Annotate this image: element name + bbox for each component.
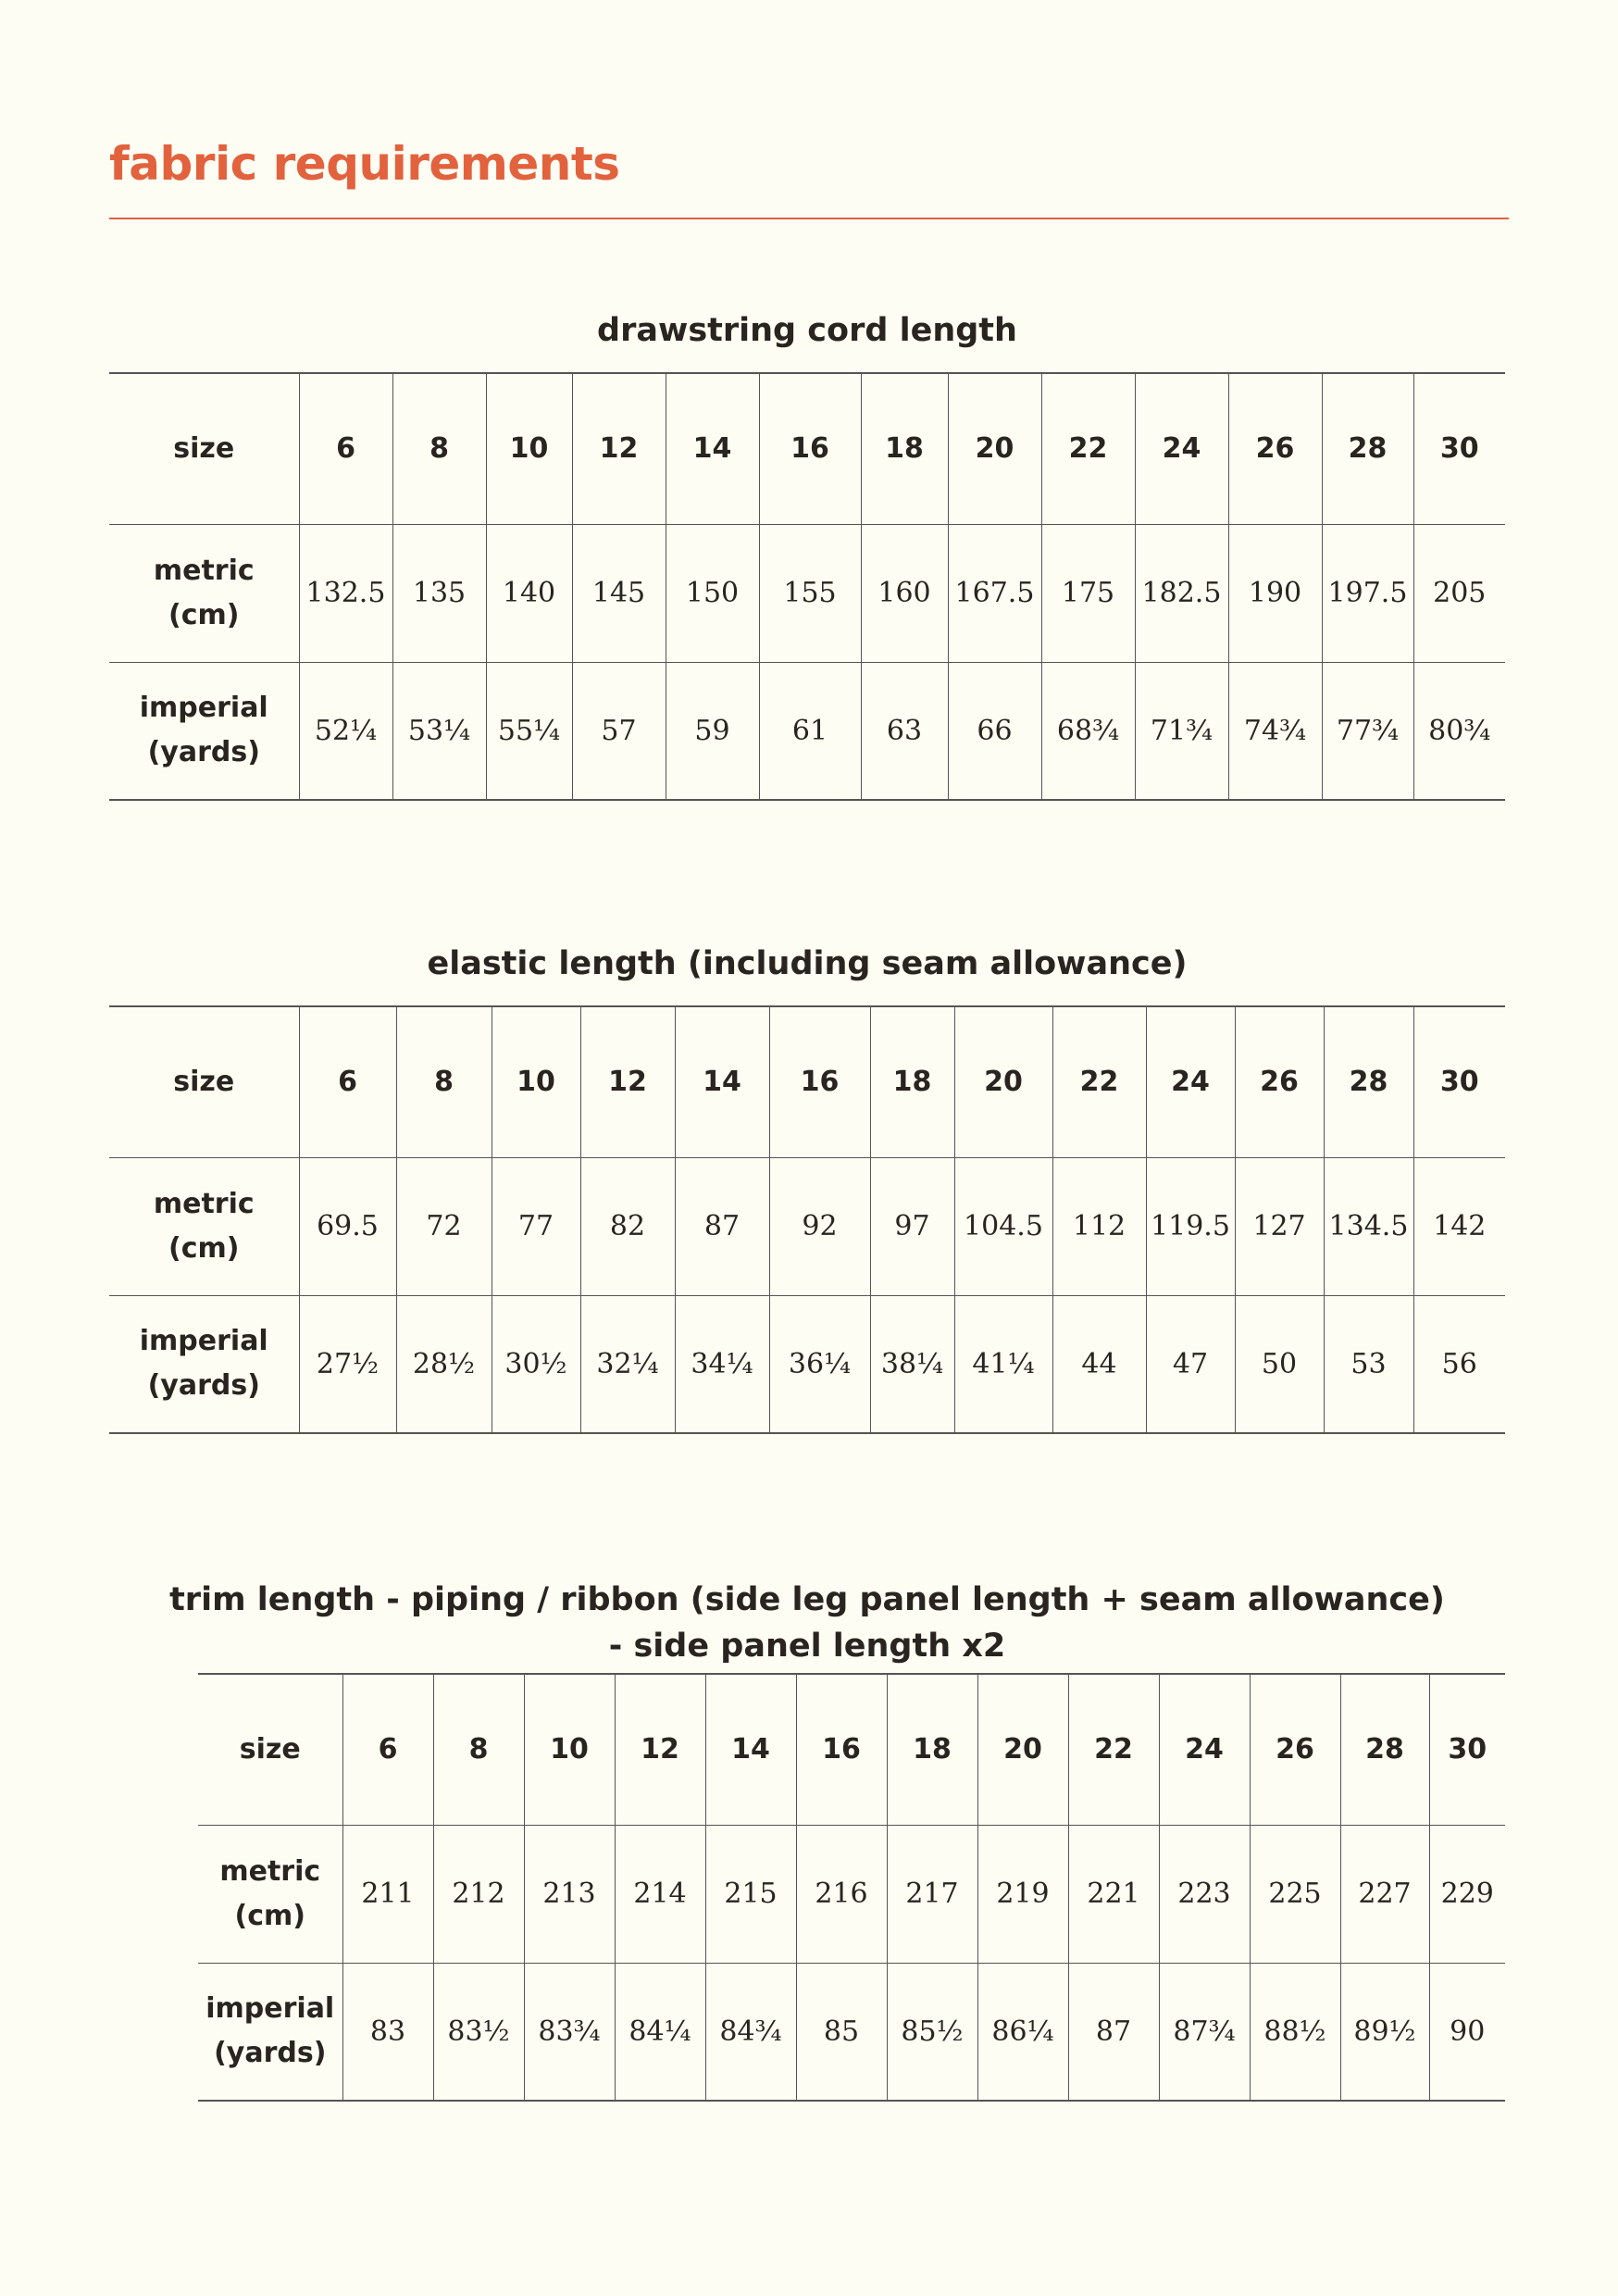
size-cell: 22 — [1052, 1006, 1146, 1157]
size-cell: 26 — [1235, 1006, 1324, 1157]
size-cell: 10 — [486, 373, 572, 524]
metric-cell: 225 — [1250, 1825, 1340, 1963]
metric-cell: 197.5 — [1322, 524, 1413, 662]
size-cell: 28 — [1324, 1006, 1413, 1157]
metric-cell: 182.5 — [1135, 524, 1228, 662]
imperial-cell: 57 — [572, 662, 666, 800]
metric-row — [109, 1157, 1505, 1295]
metric-cell: 160 — [861, 524, 948, 662]
imperial-cell: 52¼ — [299, 662, 392, 800]
metric-cell: 213 — [524, 1825, 615, 1963]
metric-cell: 104.5 — [954, 1157, 1052, 1295]
imperial-cell: 61 — [759, 662, 861, 800]
trim-subtitle: - side panel length x2 — [608, 1628, 1006, 1665]
metric-cell: 167.5 — [948, 524, 1041, 662]
metric-cell: 216 — [796, 1825, 887, 1963]
size-cell: 16 — [759, 373, 861, 524]
metric-cell: 119.5 — [1146, 1157, 1235, 1295]
imperial-cell: 86¼ — [977, 1963, 1068, 2101]
drawstring-title: drawstring cord length — [597, 312, 1017, 349]
size-cell: 14 — [705, 1674, 796, 1825]
size-cell: 8 — [433, 1674, 524, 1825]
metric-cell: 223 — [1159, 1825, 1250, 1963]
imperial-cell: 53¼ — [392, 662, 486, 800]
metric-cell: 72 — [396, 1157, 492, 1295]
size-row-label: size — [109, 1006, 299, 1157]
size-cell: 18 — [887, 1674, 977, 1825]
metric-row-label: metric (cm) — [109, 524, 299, 662]
imperial-cell: 55¼ — [486, 662, 572, 800]
metric-cell: 142 — [1413, 1157, 1505, 1295]
imperial-cell: 63 — [861, 662, 948, 800]
imperial-cell: 28½ — [396, 1295, 492, 1433]
size-cell: 16 — [796, 1674, 887, 1825]
size-cell: 8 — [396, 1006, 492, 1157]
imperial-cell: 83½ — [433, 1963, 524, 2101]
imperial-cell: 84¾ — [705, 1963, 796, 2101]
imperial-cell: 84¼ — [615, 1963, 705, 2101]
imperial-cell: 85½ — [887, 1963, 977, 2101]
size-cell: 26 — [1228, 373, 1322, 524]
metric-cell: 215 — [705, 1825, 796, 1963]
imperial-cell: 27½ — [299, 1295, 396, 1433]
imperial-cell: 87¾ — [1159, 1963, 1250, 2101]
size-row — [109, 1006, 1505, 1157]
metric-cell: 212 — [433, 1825, 524, 1963]
metric-row-label: metric (cm) — [198, 1825, 342, 1963]
metric-cell: 175 — [1041, 524, 1135, 662]
metric-cell: 112 — [1052, 1157, 1146, 1295]
size-row-label: size — [109, 373, 299, 524]
size-cell: 20 — [954, 1006, 1052, 1157]
metric-cell: 190 — [1228, 524, 1322, 662]
size-row — [109, 373, 1505, 524]
metric-cell: 145 — [572, 524, 666, 662]
imperial-cell: 44 — [1052, 1295, 1146, 1433]
metric-cell: 132.5 — [299, 524, 392, 662]
size-cell: 28 — [1340, 1674, 1429, 1825]
size-cell: 6 — [342, 1674, 433, 1825]
imperial-cell: 30½ — [492, 1295, 580, 1433]
size-cell: 30 — [1429, 1674, 1505, 1825]
imperial-cell: 38¼ — [870, 1295, 954, 1433]
metric-cell: 77 — [492, 1157, 580, 1295]
size-cell: 16 — [769, 1006, 870, 1157]
elastic-section — [109, 941, 1505, 1434]
imperial-cell: 50 — [1235, 1295, 1324, 1433]
metric-cell: 135 — [392, 524, 486, 662]
size-cell: 10 — [524, 1674, 615, 1825]
metric-cell: 69.5 — [299, 1157, 396, 1295]
elastic-table — [109, 1005, 1505, 1434]
size-cell: 30 — [1413, 1006, 1505, 1157]
imperial-row-label: imperial (yards) — [198, 1963, 342, 2101]
imperial-cell: 89½ — [1340, 1963, 1429, 2101]
size-cell: 14 — [675, 1006, 769, 1157]
imperial-cell: 83¾ — [524, 1963, 615, 2101]
page-title: fabric requirements — [109, 137, 620, 191]
size-cell: 20 — [948, 373, 1041, 524]
imperial-cell: 41¼ — [954, 1295, 1052, 1433]
metric-cell: 219 — [977, 1825, 1068, 1963]
metric-cell: 229 — [1429, 1825, 1505, 1963]
size-cell: 14 — [666, 373, 759, 524]
trim-section — [109, 1577, 1505, 2102]
title-divider — [109, 218, 1509, 219]
metric-cell: 227 — [1340, 1825, 1429, 1963]
drawstring-section — [109, 307, 1505, 801]
trim-title: trim length - piping / ribbon (side leg panel length + seam allowance) — [169, 1581, 1445, 1618]
imperial-row — [198, 1963, 1505, 2101]
metric-cell: 155 — [759, 524, 861, 662]
size-cell: 24 — [1159, 1674, 1250, 1825]
metric-row — [198, 1825, 1505, 1963]
imperial-cell: 34¼ — [675, 1295, 769, 1433]
size-cell: 12 — [615, 1674, 705, 1825]
imperial-cell: 71¾ — [1135, 662, 1228, 800]
size-row — [198, 1674, 1505, 1825]
metric-cell: 211 — [342, 1825, 433, 1963]
size-cell: 24 — [1135, 373, 1228, 524]
imperial-cell: 36¼ — [769, 1295, 870, 1433]
size-cell: 28 — [1322, 373, 1413, 524]
imperial-cell: 32¼ — [580, 1295, 675, 1433]
size-cell: 18 — [870, 1006, 954, 1157]
metric-row — [109, 524, 1505, 662]
size-cell: 12 — [572, 373, 666, 524]
size-cell: 22 — [1041, 373, 1135, 524]
metric-cell: 97 — [870, 1157, 954, 1295]
imperial-cell: 77¾ — [1322, 662, 1413, 800]
size-cell: 30 — [1413, 373, 1505, 524]
metric-row-label: metric (cm) — [109, 1157, 299, 1295]
size-cell: 22 — [1068, 1674, 1159, 1825]
drawstring-table — [109, 372, 1505, 801]
size-cell: 24 — [1146, 1006, 1235, 1157]
metric-cell: 92 — [769, 1157, 870, 1295]
size-cell: 6 — [299, 1006, 396, 1157]
elastic-title: elastic length (including seam allowance) — [427, 945, 1188, 982]
imperial-cell: 47 — [1146, 1295, 1235, 1433]
imperial-cell: 53 — [1324, 1295, 1413, 1433]
size-cell: 18 — [861, 373, 948, 524]
imperial-row-label: imperial (yards) — [109, 1295, 299, 1433]
imperial-cell: 83 — [342, 1963, 433, 2101]
size-row-label: size — [198, 1674, 342, 1825]
size-cell: 8 — [392, 373, 486, 524]
metric-cell: 217 — [887, 1825, 977, 1963]
imperial-row-label: imperial (yards) — [109, 662, 299, 800]
metric-cell: 87 — [675, 1157, 769, 1295]
size-cell: 20 — [977, 1674, 1068, 1825]
imperial-cell: 66 — [948, 662, 1041, 800]
imperial-cell: 88½ — [1250, 1963, 1340, 2101]
metric-cell: 221 — [1068, 1825, 1159, 1963]
metric-cell: 140 — [486, 524, 572, 662]
size-cell: 6 — [299, 373, 392, 524]
imperial-cell: 74¾ — [1228, 662, 1322, 800]
size-cell: 12 — [580, 1006, 675, 1157]
imperial-cell: 85 — [796, 1963, 887, 2101]
imperial-cell: 80¾ — [1413, 662, 1505, 800]
metric-cell: 127 — [1235, 1157, 1324, 1295]
imperial-cell: 87 — [1068, 1963, 1159, 2101]
imperial-cell: 90 — [1429, 1963, 1505, 2101]
size-cell: 10 — [492, 1006, 580, 1157]
metric-cell: 82 — [580, 1157, 675, 1295]
imperial-cell: 59 — [666, 662, 759, 800]
size-cell: 26 — [1250, 1674, 1340, 1825]
imperial-row — [109, 662, 1505, 800]
imperial-row — [109, 1295, 1505, 1433]
metric-cell: 205 — [1413, 524, 1505, 662]
trim-table — [198, 1673, 1505, 2102]
metric-cell: 214 — [615, 1825, 705, 1963]
imperial-cell: 68¾ — [1041, 662, 1135, 800]
metric-cell: 150 — [666, 524, 759, 662]
metric-cell: 134.5 — [1324, 1157, 1413, 1295]
imperial-cell: 56 — [1413, 1295, 1505, 1433]
